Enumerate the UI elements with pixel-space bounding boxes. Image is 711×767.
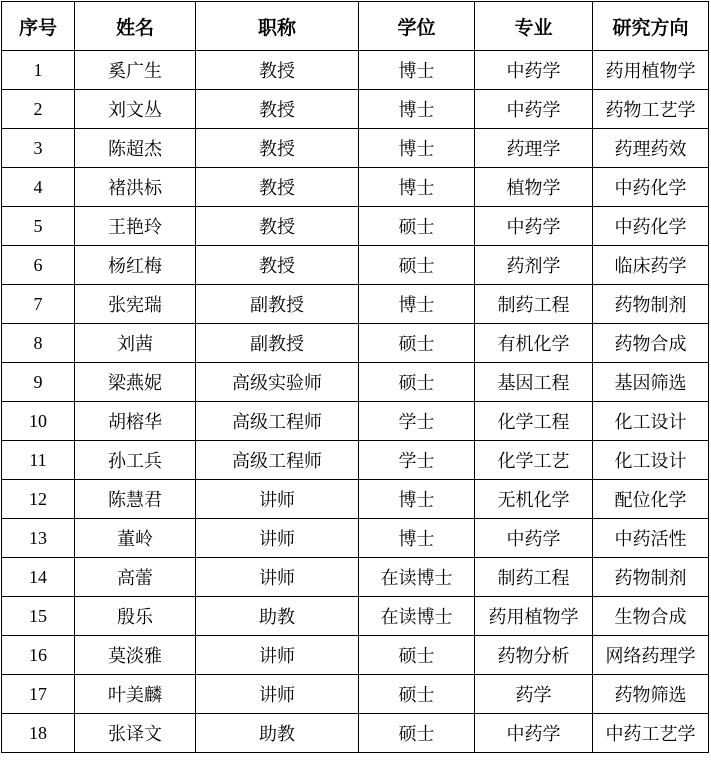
cell-research: 药物工艺学 bbox=[593, 90, 709, 129]
cell-research: 基因筛选 bbox=[593, 363, 709, 402]
cell-degree: 硕士 bbox=[359, 714, 475, 753]
cell-major: 基因工程 bbox=[475, 363, 593, 402]
cell-name: 奚广生 bbox=[75, 51, 196, 90]
table-row bbox=[2, 597, 709, 636]
cell-title: 教授 bbox=[196, 246, 359, 285]
cell-index: 1 bbox=[2, 51, 75, 90]
cell-research: 配位化学 bbox=[593, 480, 709, 519]
cell-major: 中药学 bbox=[475, 714, 593, 753]
cell-degree: 博士 bbox=[359, 90, 475, 129]
cell-title: 讲师 bbox=[196, 636, 359, 675]
cell-name: 张译文 bbox=[75, 714, 196, 753]
cell-title: 教授 bbox=[196, 90, 359, 129]
cell-title: 教授 bbox=[196, 51, 359, 90]
cell-research: 中药活性 bbox=[593, 519, 709, 558]
cell-name: 孙工兵 bbox=[75, 441, 196, 480]
cell-major: 有机化学 bbox=[475, 324, 593, 363]
cell-name: 胡榕华 bbox=[75, 402, 196, 441]
cell-index: 15 bbox=[2, 597, 75, 636]
cell-research: 药物合成 bbox=[593, 324, 709, 363]
cell-title: 助教 bbox=[196, 597, 359, 636]
cell-degree: 硕士 bbox=[359, 636, 475, 675]
cell-major: 药学 bbox=[475, 675, 593, 714]
cell-degree: 在读博士 bbox=[359, 597, 475, 636]
cell-degree: 硕士 bbox=[359, 207, 475, 246]
header-degree: 学位 bbox=[359, 2, 475, 51]
table-row bbox=[2, 441, 709, 480]
cell-title: 副教授 bbox=[196, 285, 359, 324]
cell-name: 陈超杰 bbox=[75, 129, 196, 168]
cell-index: 18 bbox=[2, 714, 75, 753]
cell-index: 2 bbox=[2, 90, 75, 129]
header-index: 序号 bbox=[2, 2, 75, 51]
cell-major: 化学工程 bbox=[475, 402, 593, 441]
cell-research: 化工设计 bbox=[593, 402, 709, 441]
cell-index: 13 bbox=[2, 519, 75, 558]
cell-major: 制药工程 bbox=[475, 285, 593, 324]
cell-name: 杨红梅 bbox=[75, 246, 196, 285]
cell-degree: 学士 bbox=[359, 441, 475, 480]
cell-major: 化学工艺 bbox=[475, 441, 593, 480]
cell-major: 中药学 bbox=[475, 90, 593, 129]
cell-degree: 硕士 bbox=[359, 363, 475, 402]
cell-index: 7 bbox=[2, 285, 75, 324]
cell-title: 讲师 bbox=[196, 675, 359, 714]
cell-research: 中药化学 bbox=[593, 207, 709, 246]
cell-name: 莫淡雅 bbox=[75, 636, 196, 675]
cell-index: 6 bbox=[2, 246, 75, 285]
cell-degree: 博士 bbox=[359, 168, 475, 207]
cell-title: 高级工程师 bbox=[196, 402, 359, 441]
table-row bbox=[2, 714, 709, 753]
table-row bbox=[2, 207, 709, 246]
cell-degree: 硕士 bbox=[359, 675, 475, 714]
cell-degree: 博士 bbox=[359, 51, 475, 90]
cell-title: 助教 bbox=[196, 714, 359, 753]
cell-name: 张宪瑞 bbox=[75, 285, 196, 324]
cell-research: 生物合成 bbox=[593, 597, 709, 636]
table-row bbox=[2, 363, 709, 402]
cell-degree: 博士 bbox=[359, 285, 475, 324]
table-row bbox=[2, 129, 709, 168]
cell-title: 讲师 bbox=[196, 519, 359, 558]
cell-title: 副教授 bbox=[196, 324, 359, 363]
table-row bbox=[2, 90, 709, 129]
cell-index: 9 bbox=[2, 363, 75, 402]
cell-index: 10 bbox=[2, 402, 75, 441]
cell-degree: 博士 bbox=[359, 480, 475, 519]
table-row bbox=[2, 558, 709, 597]
cell-major: 制药工程 bbox=[475, 558, 593, 597]
table-row bbox=[2, 285, 709, 324]
cell-title: 讲师 bbox=[196, 558, 359, 597]
cell-degree: 博士 bbox=[359, 519, 475, 558]
cell-degree: 博士 bbox=[359, 129, 475, 168]
cell-research: 药物制剂 bbox=[593, 285, 709, 324]
cell-research: 临床药学 bbox=[593, 246, 709, 285]
cell-name: 褚洪标 bbox=[75, 168, 196, 207]
table-body bbox=[2, 51, 709, 753]
cell-index: 4 bbox=[2, 168, 75, 207]
cell-index: 16 bbox=[2, 636, 75, 675]
header-research: 研究方向 bbox=[593, 2, 709, 51]
cell-major: 中药学 bbox=[475, 519, 593, 558]
cell-index: 3 bbox=[2, 129, 75, 168]
cell-name: 陈慧君 bbox=[75, 480, 196, 519]
cell-name: 刘文丛 bbox=[75, 90, 196, 129]
cell-index: 17 bbox=[2, 675, 75, 714]
cell-research: 化工设计 bbox=[593, 441, 709, 480]
cell-title: 教授 bbox=[196, 207, 359, 246]
table-row bbox=[2, 480, 709, 519]
cell-research: 药物制剂 bbox=[593, 558, 709, 597]
cell-index: 5 bbox=[2, 207, 75, 246]
cell-name: 高蕾 bbox=[75, 558, 196, 597]
header-row bbox=[2, 2, 709, 51]
table-row bbox=[2, 402, 709, 441]
table-row bbox=[2, 636, 709, 675]
cell-index: 11 bbox=[2, 441, 75, 480]
cell-index: 8 bbox=[2, 324, 75, 363]
cell-research: 中药工艺学 bbox=[593, 714, 709, 753]
table-row bbox=[2, 168, 709, 207]
cell-research: 药理药效 bbox=[593, 129, 709, 168]
table-row bbox=[2, 324, 709, 363]
table-header bbox=[2, 2, 709, 51]
header-name: 姓名 bbox=[75, 2, 196, 51]
cell-major: 无机化学 bbox=[475, 480, 593, 519]
cell-title: 高级工程师 bbox=[196, 441, 359, 480]
staff-table bbox=[1, 1, 709, 753]
cell-title: 教授 bbox=[196, 129, 359, 168]
cell-major: 药理学 bbox=[475, 129, 593, 168]
cell-major: 药用植物学 bbox=[475, 597, 593, 636]
cell-degree: 硕士 bbox=[359, 246, 475, 285]
cell-index: 14 bbox=[2, 558, 75, 597]
cell-degree: 在读博士 bbox=[359, 558, 475, 597]
cell-research: 中药化学 bbox=[593, 168, 709, 207]
cell-title: 高级实验师 bbox=[196, 363, 359, 402]
cell-research: 药物筛选 bbox=[593, 675, 709, 714]
cell-degree: 学士 bbox=[359, 402, 475, 441]
cell-name: 殷乐 bbox=[75, 597, 196, 636]
table-row bbox=[2, 246, 709, 285]
cell-name: 王艳玲 bbox=[75, 207, 196, 246]
table-row bbox=[2, 675, 709, 714]
table-row bbox=[2, 51, 709, 90]
cell-major: 中药学 bbox=[475, 207, 593, 246]
cell-title: 讲师 bbox=[196, 480, 359, 519]
cell-degree: 硕士 bbox=[359, 324, 475, 363]
header-major: 专业 bbox=[475, 2, 593, 51]
cell-index: 12 bbox=[2, 480, 75, 519]
header-title: 职称 bbox=[196, 2, 359, 51]
table-row bbox=[2, 519, 709, 558]
cell-major: 中药学 bbox=[475, 51, 593, 90]
cell-title: 教授 bbox=[196, 168, 359, 207]
cell-major: 药剂学 bbox=[475, 246, 593, 285]
cell-name: 董岭 bbox=[75, 519, 196, 558]
cell-major: 药物分析 bbox=[475, 636, 593, 675]
cell-name: 刘茜 bbox=[75, 324, 196, 363]
cell-research: 网络药理学 bbox=[593, 636, 709, 675]
cell-name: 叶美麟 bbox=[75, 675, 196, 714]
cell-research: 药用植物学 bbox=[593, 51, 709, 90]
cell-name: 梁燕妮 bbox=[75, 363, 196, 402]
cell-major: 植物学 bbox=[475, 168, 593, 207]
